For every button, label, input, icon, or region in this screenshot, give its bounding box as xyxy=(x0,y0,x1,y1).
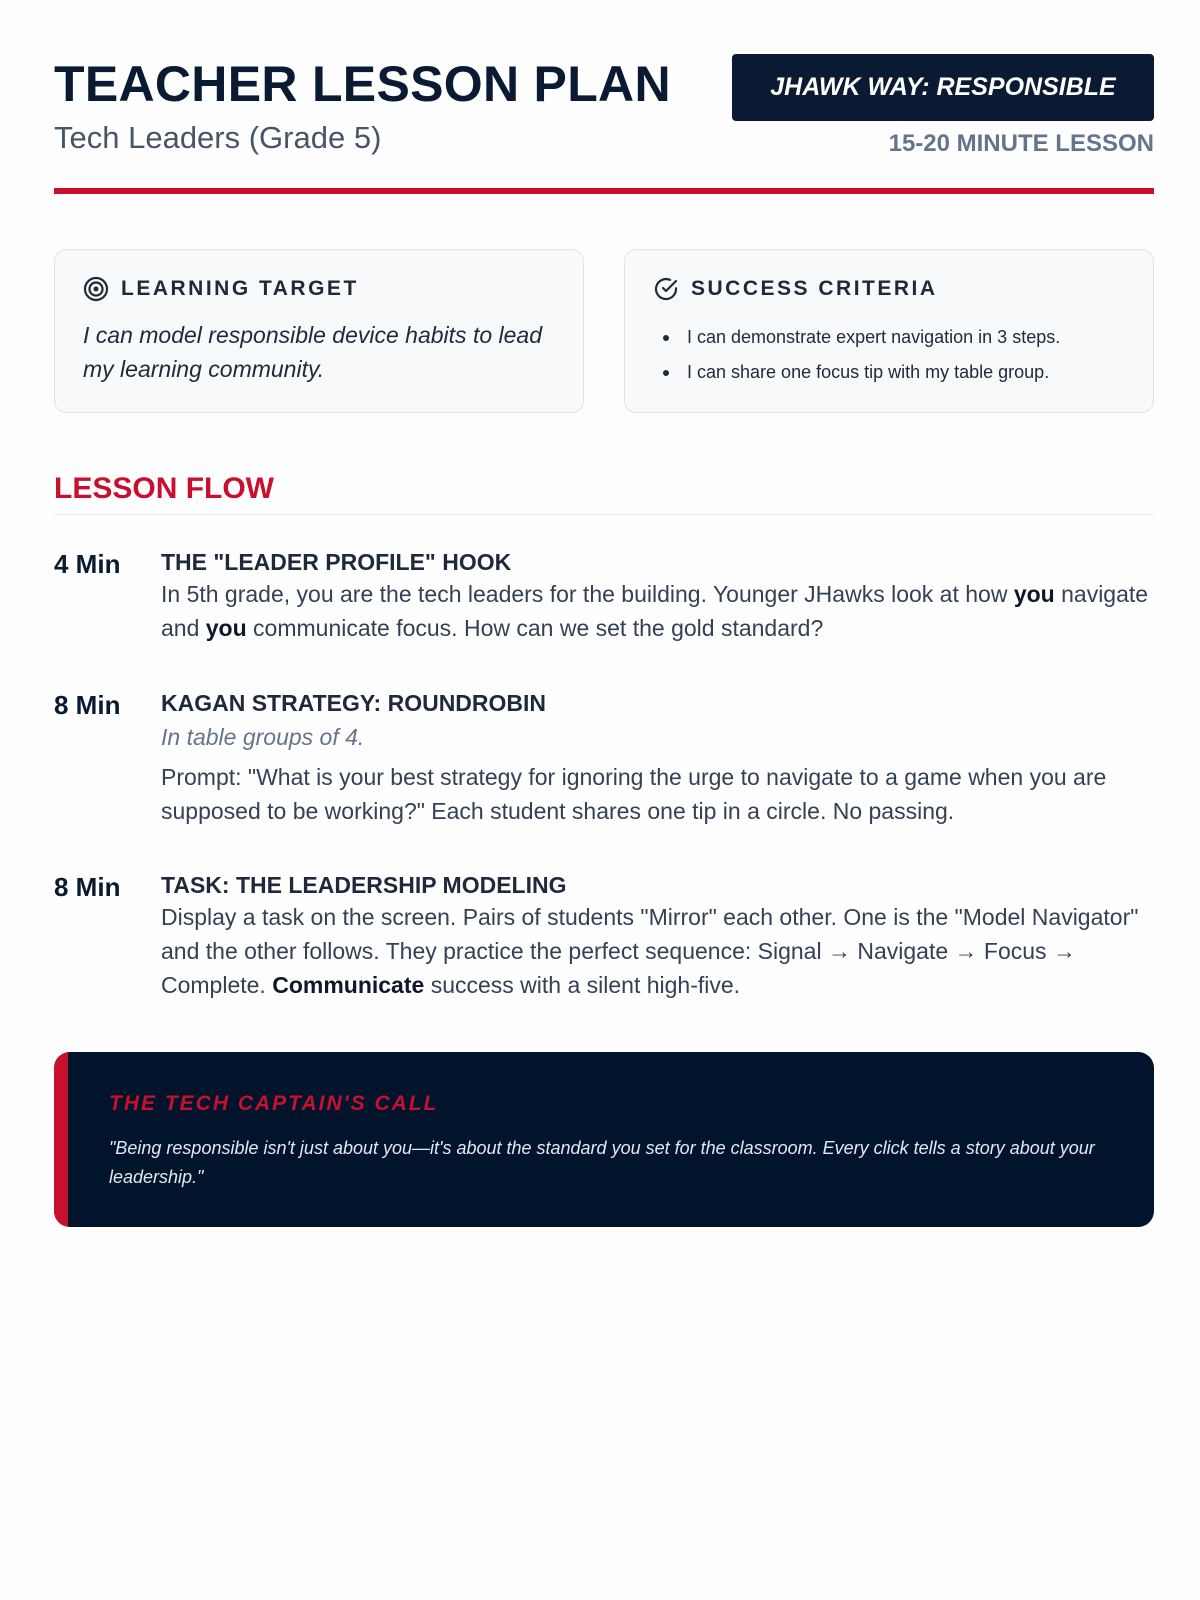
callout-accent-bar xyxy=(54,1052,68,1227)
step-time: 4 Min xyxy=(54,549,121,579)
tech-captain-callout xyxy=(54,1052,1154,1227)
jhawk-way-badge: JHAWK WAY: RESPONSIBLE xyxy=(732,54,1154,121)
step-text-part: Display a task on the screen. Pairs of students "Mirror" each other. One is the "Model Navigator" and the other follows. They practice the perfect sequence: Signal → Navigate → Focus → Complete. xyxy=(161,904,1139,998)
lesson-flow-title: LESSON FLOW xyxy=(54,472,274,505)
step-text-part: In 5th grade, you are the tech leaders for the building. Younger JHawks look at how xyxy=(161,581,1014,607)
lesson-duration: 15-20 MINUTE LESSON xyxy=(888,130,1154,157)
callout-quote: "Being responsible isn't just about you—it's about the standard you set for the classroom. Every click tells a story about your leadership." xyxy=(109,1138,1095,1187)
learning-target-text: I can model responsible device habits to lead my learning community. xyxy=(83,322,543,382)
step-time: 8 Min xyxy=(54,872,121,902)
step-body xyxy=(161,870,1154,1002)
step-heading: THE "LEADER PROFILE" HOOK xyxy=(161,549,512,575)
step-heading: KAGAN STRATEGY: ROUNDROBIN xyxy=(161,690,547,716)
success-criteria-list xyxy=(653,320,1060,390)
callout-title: THE TECH CAPTAIN'S CALL xyxy=(109,1092,439,1115)
step-text-emphasis: Communicate xyxy=(272,972,425,998)
step-text-emphasis: you xyxy=(205,615,247,641)
step-text-part: communicate focus. How can we set the gold standard? xyxy=(246,615,824,641)
header xyxy=(54,0,1154,195)
check-circle-icon xyxy=(653,276,679,302)
header-divider xyxy=(54,188,1154,194)
list-item: I can share one focus tip with my table group. xyxy=(653,355,1060,390)
step-text-part: navigate and xyxy=(161,581,1149,641)
lesson-plan-page xyxy=(54,0,1154,1187)
learning-target-card xyxy=(54,249,584,413)
step-text xyxy=(161,900,1154,1002)
lesson-flow-divider xyxy=(54,514,1154,515)
learning-target-heading xyxy=(83,276,359,302)
step-time: 8 Min xyxy=(54,690,121,720)
step-note: In table groups of 4. xyxy=(161,724,365,750)
step-text-part: success with a silent high-five. xyxy=(424,972,741,998)
step-text-emphasis: you xyxy=(1013,581,1055,607)
step-text xyxy=(161,577,1154,645)
learning-target-label: LEARNING TARGET xyxy=(121,277,359,300)
step-text: Prompt: "What is your best strategy for ignoring the urge to navigate to a game when you are supposed to be working?" Each student shares one tip in a circle. No passing. xyxy=(161,764,1107,824)
page-title: TEACHER LESSON PLAN xyxy=(54,56,671,112)
target-icon xyxy=(83,276,109,302)
success-criteria-card xyxy=(624,249,1154,413)
step-body xyxy=(161,547,1154,645)
page-subtitle: Tech Leaders (Grade 5) xyxy=(54,120,382,155)
list-item: I can demonstrate expert navigation in 3 steps. xyxy=(653,320,1060,355)
step-body xyxy=(161,688,1154,828)
step-heading: TASK: THE LEADERSHIP MODELING xyxy=(161,872,567,898)
success-criteria-label: SUCCESS CRITERIA xyxy=(691,277,938,300)
success-criteria-heading xyxy=(653,276,938,302)
objective-cards xyxy=(54,249,1154,413)
